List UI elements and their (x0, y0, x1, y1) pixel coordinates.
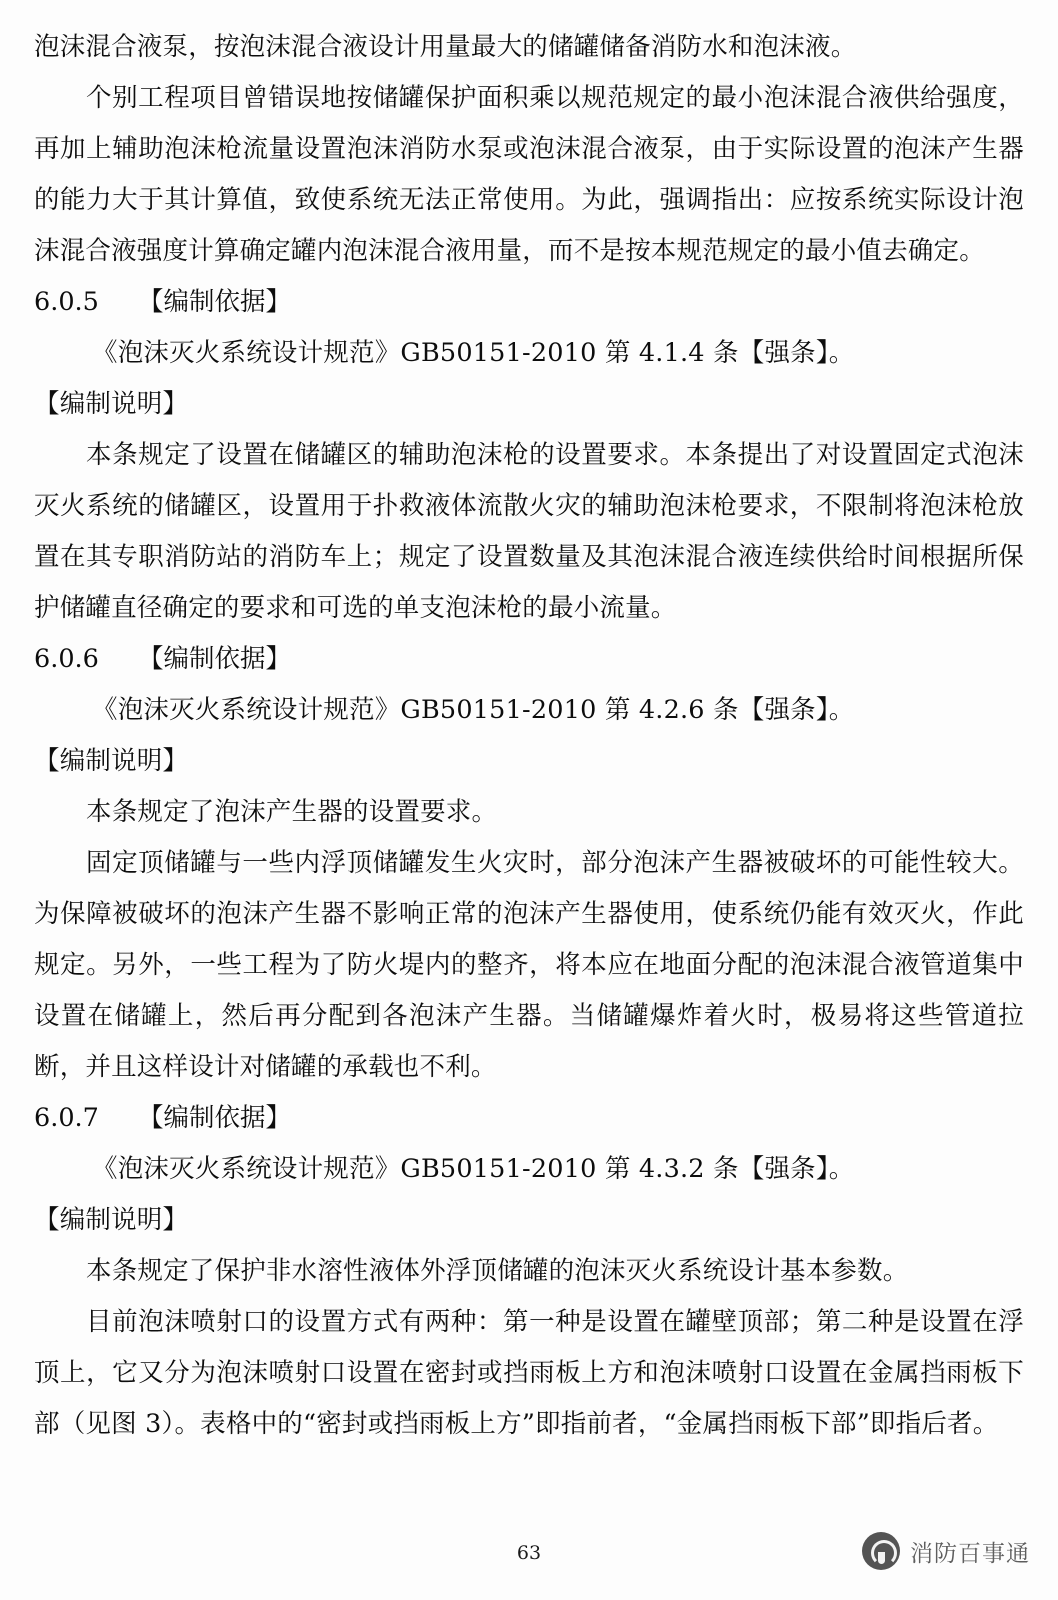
clause-reference-6-0-5: 《泡沫灭火系统设计规范》GB50151-2010 第 4.1.4 条【强条】。 (92, 338, 855, 368)
clause-heading-6-0-6 (34, 634, 1024, 685)
clause-explanation-label-6-0-7: 【编制说明】 (34, 1205, 189, 1235)
clause-explanation-text-6-0-5-1: 本条规定了设置在储罐区的辅助泡沫枪的设置要求。本条提出了对设置固定式泡沫灭火系统的储罐区，设置用于扑救液体流散火灾的辅助泡沫枪要求，不限制将泡沫枪放置在其专职消防站的消防车上；规定了设置数量及其泡沫混合液连续供给时间根据所保护储罐直径确定的要求和可选的单支泡沫枪的最小流量。 (34, 440, 1024, 623)
paragraph-6-0-4-explanation: 个别工程项目曾错误地按储罐保护面积乘以规范规定的最小泡沫混合液供给强度，再加上辅助泡沫枪流量设置泡沫消防水泵或泡沫混合液泵，由于实际设置的泡沫产生器的能力大于其计算值，致使系统无法正常使用。为此，强调指出：应按系统实际设计泡沫混合液强度计算确定罐内泡沫混合液用量，而不是按本规范规定的最小值去确定。 (34, 83, 1024, 266)
clause-basis-label: 【编制依据】 (138, 644, 292, 674)
shield-flame-icon (862, 1532, 900, 1570)
clause-number: 6.0.7 (34, 1103, 99, 1133)
clause-explanation-label-6-0-6: 【编制说明】 (34, 746, 189, 776)
clause-basis-label: 【编制依据】 (138, 1103, 292, 1133)
clause-reference-6-0-6: 《泡沫灭火系统设计规范》GB50151-2010 第 4.2.6 条【强条】。 (92, 695, 855, 725)
clause-heading-6-0-7 (34, 1093, 1024, 1144)
clause-explanation-text-6-0-7-1: 本条规定了保护非水溶性液体外浮顶储罐的泡沫灭火系统设计基本参数。 (86, 1256, 909, 1286)
watermark (862, 1532, 1030, 1570)
clause-number: 6.0.6 (34, 644, 99, 674)
clause-basis-label: 【编制依据】 (138, 287, 292, 317)
clause-explanation-label-6-0-5: 【编制说明】 (34, 389, 189, 419)
watermark-label: 消防百事通 (910, 1540, 1030, 1567)
clause-number: 6.0.5 (34, 287, 99, 317)
clause-explanation-text-6-0-6-2: 固定顶储罐与一些内浮顶储罐发生火灾时，部分泡沫产生器被破坏的可能性较大。为保障被破坏的泡沫产生器不影响正常的泡沫产生器使用，使系统仍能有效灭火，作此规定。另外，一些工程为了防火堤内的整齐，将本应在地面分配的泡沫混合液管道集中设置在储罐上，然后再分配到各泡沫产生器。当储罐爆炸着火时，极易将这些管道拉断，并且这样设计对储罐的承载也不利。 (34, 848, 1024, 1082)
clause-explanation-text-6-0-6-1: 本条规定了泡沫产生器的设置要求。 (86, 797, 498, 827)
page-number: 63 (516, 1542, 542, 1564)
clause-reference-6-0-7: 《泡沫灭火系统设计规范》GB50151-2010 第 4.3.2 条【强条】。 (92, 1154, 855, 1184)
clause-heading-6-0-5 (34, 277, 1024, 328)
paragraph-continued-top: 泡沫混合液泵，按泡沫混合液设计用量最大的储罐储备消防水和泡沫液。 (34, 32, 857, 62)
clause-explanation-text-6-0-7-2: 目前泡沫喷射口的设置方式有两种：第一种是设置在罐壁顶部；第二种是设置在浮顶上，它又分为泡沫喷射口设置在密封或挡雨板上方和泡沫喷射口设置在金属挡雨板下部（见图 3）。表格中的“密封或挡雨板上方”即指前者，“金属挡雨板下部”即指后者。 (34, 1307, 1024, 1439)
document-body (34, 22, 1024, 1450)
